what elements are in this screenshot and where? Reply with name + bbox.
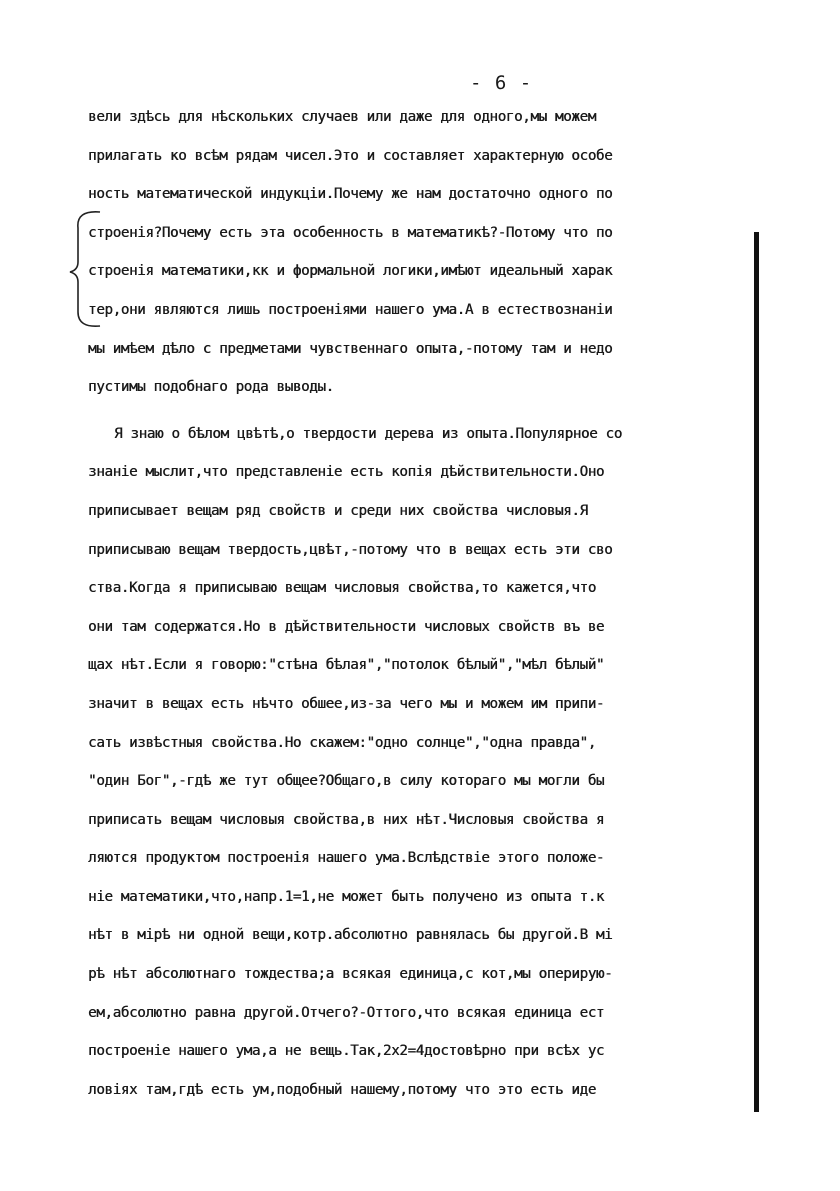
text-line: рѣ нѣт абсолютнаго тождества;а всякая единица,с кот,мы оперирую- — [88, 966, 613, 983]
document-body — [88, 98, 760, 1109]
paragraph-1 — [88, 98, 760, 407]
paragraph-2 — [88, 415, 760, 1110]
text-line: знаніе мыслит,что представленіе есть копія дѣйствительности.Оно — [88, 464, 605, 481]
text-line: значит в вещах есть нѣчто обшее,из-за чего мы и можем им припи- — [88, 695, 605, 712]
text-line: ность математической индукціи.Почему же нам достаточно одного по — [88, 186, 613, 203]
text-line: мы имѣем дѣло с предметами чувственнаго опыта,-потому там и недо — [88, 340, 613, 357]
text-line: "один Бог",-гдѣ же тут общее?Общаго,в силу котораго мы могли бы — [88, 773, 605, 790]
text-line: приписать вещам числовыя свойства,в них нѣт.Числовыя свойства я — [88, 811, 605, 828]
text-line: ляются продуктом построенія нашего ума.Вслѣдствіе этого положе- — [88, 850, 605, 867]
text-line: ловіях там,гдѣ есть ум,подобный нашему,потому что это есть иде — [88, 1081, 596, 1098]
text-line: сать извѣстныя свойства.Но скажем:"одно солнце","одна правда", — [88, 734, 596, 751]
text-line: тер,они являются лишь построеніями нашего ума.А в естествознаніи — [88, 301, 613, 318]
text-line: пустимы подобнаго рода выводы. — [88, 379, 334, 396]
text-line: Я знаю о бѣлом цвѣтѣ,о твердости дерева из опыта.Популярное со — [114, 425, 622, 442]
text-line: щах нѣт.Если я говорю:"стѣна бѣлая","потолок бѣлый","мѣл бѣлый" — [88, 657, 605, 674]
text-line: приписываю вещам твердость,цвѣт,-потому что в вещах есть эти сво — [88, 541, 613, 558]
text-line: прилагать ко всѣм рядам чисел.Это и составляет характерную особе — [88, 147, 613, 164]
text-line: строенія математики,кк и формальной логики,имѣют идеальный харак — [88, 263, 613, 280]
text-line: ніе математики,что,напр.1=1,не может быть получено из опыта т.к — [88, 888, 605, 905]
text-line: они там содержатся.Но в дѣйствительности числовых свойств въ ве — [88, 618, 605, 635]
text-line: строенія?Почему есть эта особенность в математикѣ?-Потому что по — [88, 224, 613, 241]
page-number: - 6 - — [470, 72, 533, 94]
text-line: ем,абсолютно равна другой.Отчего?-Оттого,что всякая единица ест — [88, 1004, 605, 1021]
text-line: приписывает вещам ряд свойств и среди них свойства числовыя.Я — [88, 502, 588, 519]
text-line: ства.Когда я приписываю вещам числовыя свойства,то кажется,что — [88, 580, 596, 597]
text-line: вели здѣсь для нѣскольких случаев или даже для одного,мы можем — [88, 109, 596, 125]
text-line: построеніе нашего ума,а не вещь.Так,2х2=4достовѣрно при всѣх ус — [88, 1043, 605, 1060]
text-line: нѣт в мірѣ ни одной вещи,котр.абсолютно равнялась бы другой.В мі — [88, 927, 613, 944]
